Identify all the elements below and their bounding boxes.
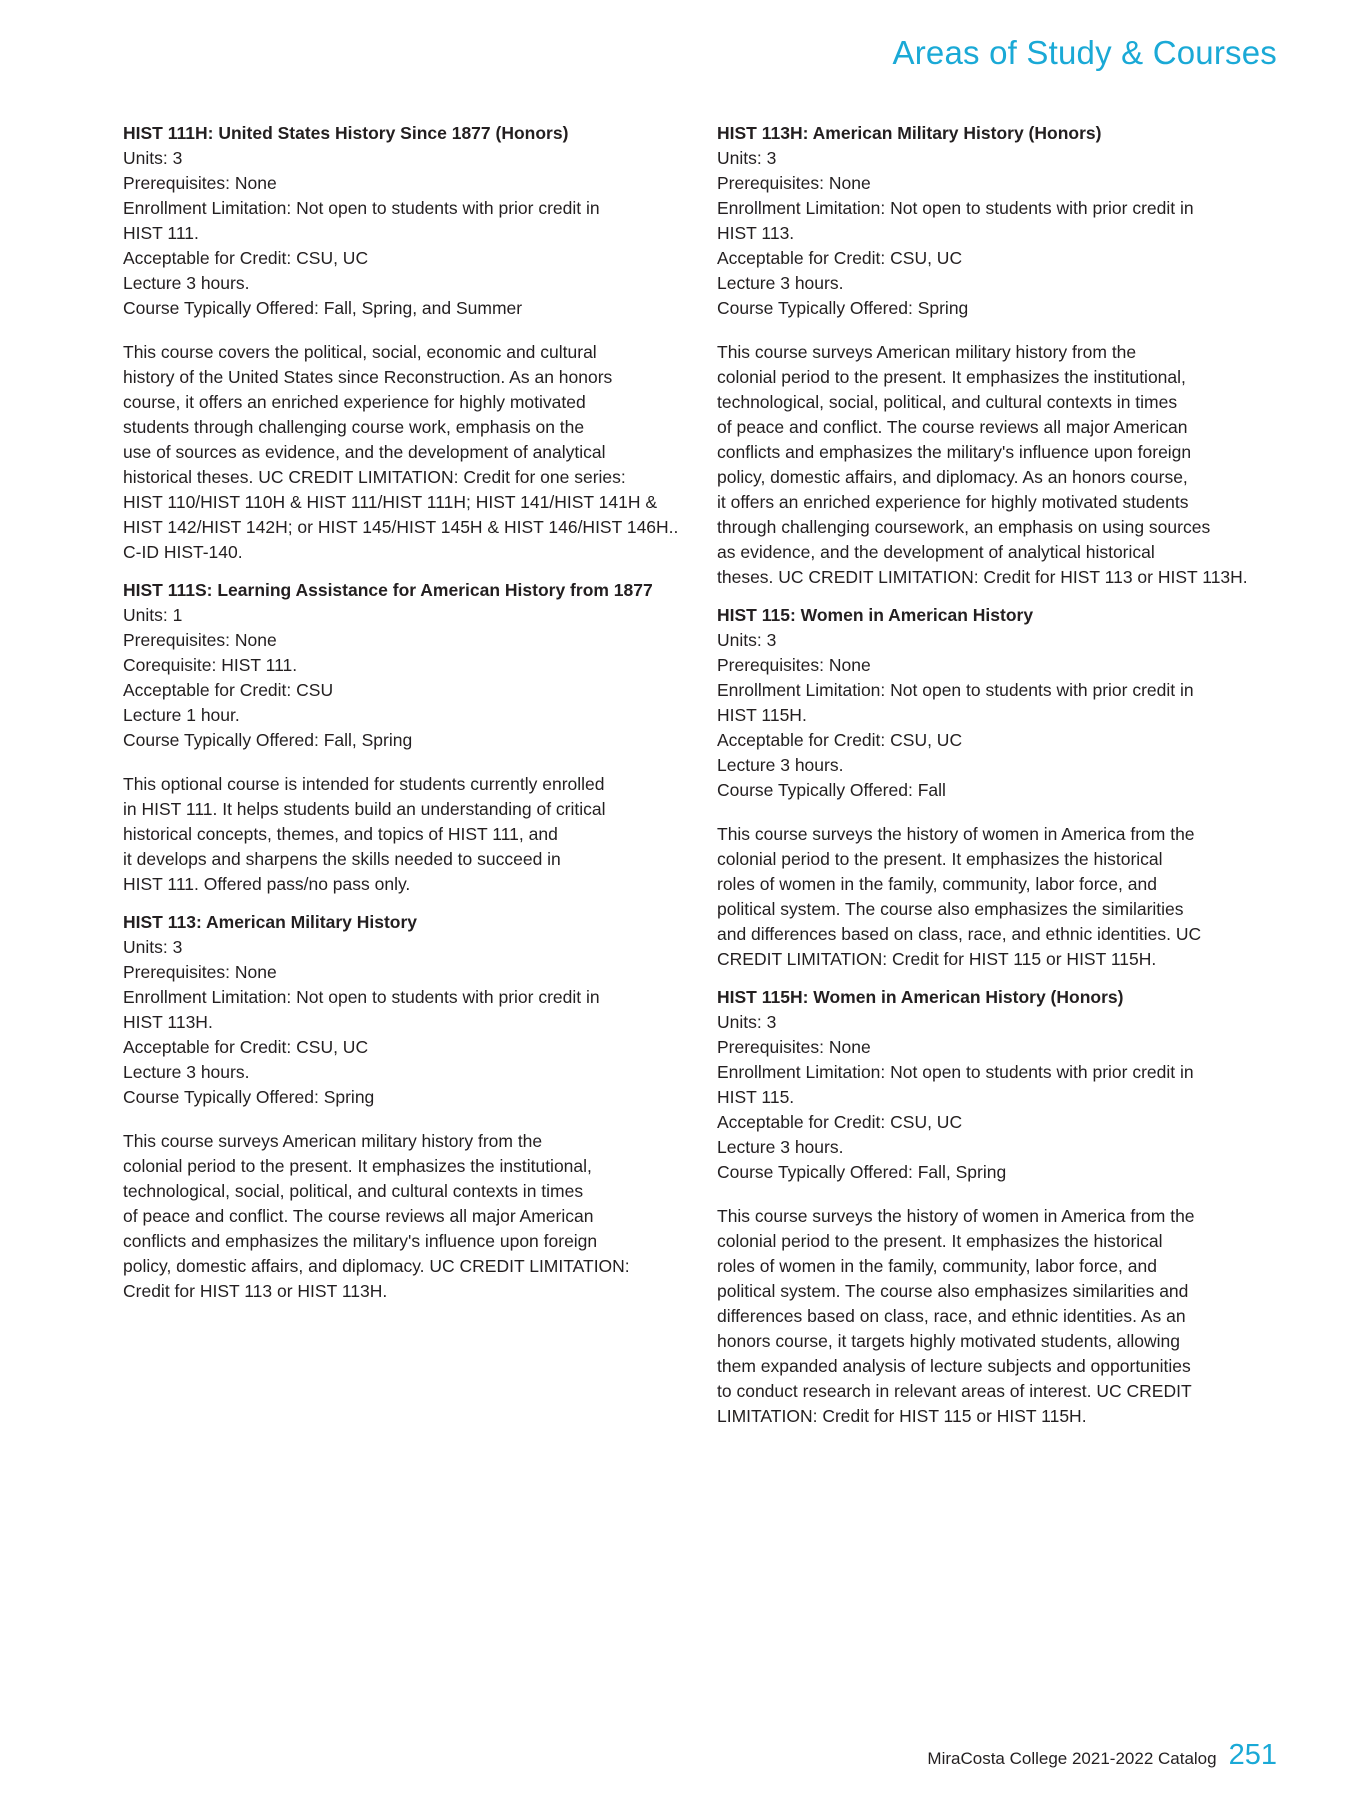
course-meta-line: Course Typically Offered: Fall xyxy=(717,780,946,800)
course-meta-line: Units: 3 xyxy=(717,148,777,168)
course-description xyxy=(717,340,1272,590)
course-meta-line: Units: 3 xyxy=(717,1012,777,1032)
course-title: HIST 115H: Women in American History (Honors) xyxy=(717,987,1124,1007)
course-entry xyxy=(717,121,1272,590)
course-description xyxy=(123,772,678,897)
course-meta-line: Course Typically Offered: Spring xyxy=(717,298,969,318)
course-description-line: as evidence, and the development of analytical historical xyxy=(717,542,1155,562)
course-meta-line: Enrollment Limitation: Not open to students with prior credit in xyxy=(717,1062,1194,1082)
course-meta-line: Enrollment Limitation: Not open to students with prior credit in xyxy=(717,198,1194,218)
course-description-line: policy, domestic affairs, and diplomacy. UC CREDIT LIMITATION: xyxy=(123,1256,630,1276)
course-meta-line: HIST 113H. xyxy=(123,1012,213,1032)
course-meta-line: HIST 113. xyxy=(717,223,795,243)
course-meta-line: Acceptable for Credit: CSU, UC xyxy=(123,1037,369,1057)
course-meta-line: Lecture 1 hour. xyxy=(123,705,240,725)
course-meta-line: Units: 1 xyxy=(123,605,183,625)
course-description-line: HIST 142/HIST 142H; or HIST 145/HIST 145H & HIST 146/HIST 146H.. xyxy=(123,517,679,537)
course-description xyxy=(717,822,1272,972)
course-meta-line: Enrollment Limitation: Not open to students with prior credit in xyxy=(123,987,600,1007)
course-meta-line: Enrollment Limitation: Not open to students with prior credit in xyxy=(123,198,600,218)
course-description-line: This course surveys American military history from the xyxy=(717,342,1137,362)
course-description-line: students through challenging course work, emphasis on the xyxy=(123,417,585,437)
course-description-line: in HIST 111. It helps students build an understanding of critical xyxy=(123,799,606,819)
course-title: HIST 115: Women in American History xyxy=(717,605,1034,625)
course-meta-line: Course Typically Offered: Fall, Spring xyxy=(717,1162,1007,1182)
course-meta-line: HIST 111. xyxy=(123,223,199,243)
course-entry xyxy=(123,910,678,1304)
course-entry xyxy=(123,578,678,897)
course-title: HIST 111S: Learning Assistance for American History from 1877 xyxy=(123,580,653,600)
course-description-line: technological, social, political, and cultural contexts in times xyxy=(717,392,1178,412)
course-description-line: political system. The course also emphasizes the similarities xyxy=(717,899,1184,919)
course-description-line: HIST 110/HIST 110H & HIST 111/HIST 111H; HIST 141/HIST 141H & xyxy=(123,492,657,512)
course-description-line: colonial period to the present. It emphasizes the institutional, xyxy=(717,367,1186,387)
course-meta-line: Acceptable for Credit: CSU, UC xyxy=(717,248,963,268)
course-entry xyxy=(717,985,1272,1429)
course-description-line: LIMITATION: Credit for HIST 115 or HIST 115H. xyxy=(717,1406,1087,1426)
course-description-line: course, it offers an enriched experience for highly motivated xyxy=(123,392,586,412)
course-description-line: theses. UC CREDIT LIMITATION: Credit for HIST 113 or HIST 113H. xyxy=(717,567,1248,587)
course-description-line: colonial period to the present. It emphasizes the historical xyxy=(717,1231,1163,1251)
course-description-line: historical theses. UC CREDIT LIMITATION: Credit for one series: xyxy=(123,467,626,487)
course-meta-line: Acceptable for Credit: CSU xyxy=(123,680,334,700)
page-header-title: Areas of Study & Courses xyxy=(892,34,1277,71)
course-description-line: This course surveys the history of women in America from the xyxy=(717,824,1195,844)
course-description xyxy=(123,340,678,565)
course-description xyxy=(717,1204,1272,1429)
course-entry xyxy=(123,121,678,565)
course-meta-line: Lecture 3 hours. xyxy=(717,1137,844,1157)
course-meta-line: Prerequisites: None xyxy=(717,1037,871,1057)
course-description-line: colonial period to the present. It emphasizes the institutional, xyxy=(123,1156,592,1176)
course-meta-line: Prerequisites: None xyxy=(717,655,871,675)
course-meta-line: Units: 3 xyxy=(123,148,183,168)
course-meta-line: Course Typically Offered: Spring xyxy=(123,1087,375,1107)
course-title: HIST 111H: United States History Since 1877 (Honors) xyxy=(123,123,569,143)
course-description-line: colonial period to the present. It emphasizes the historical xyxy=(717,849,1163,869)
course-meta-line: HIST 115H. xyxy=(717,705,807,725)
right-column xyxy=(717,121,1272,1429)
course-meta-line: Course Typically Offered: Fall, Spring, and Summer xyxy=(123,298,523,318)
footer-catalog-label: MiraCosta College 2021-2022 Catalog xyxy=(927,1749,1217,1768)
course-description-line: to conduct research in relevant areas of interest. UC CREDIT xyxy=(717,1381,1192,1401)
course-meta-line: Acceptable for Credit: CSU, UC xyxy=(717,1112,963,1132)
course-description xyxy=(123,1129,678,1304)
course-title: HIST 113: American Military History xyxy=(123,912,418,932)
course-description-line: through challenging coursework, an emphasis on using sources xyxy=(717,517,1211,537)
course-meta-line: Lecture 3 hours. xyxy=(717,273,844,293)
page-number: 251 xyxy=(1228,1739,1277,1771)
course-meta-line: Lecture 3 hours. xyxy=(123,273,250,293)
course-description-line: and differences based on class, race, and ethnic identities. UC xyxy=(717,924,1202,944)
course-description-line: differences based on class, race, and ethnic identities. As an xyxy=(717,1306,1186,1326)
course-description-line: technological, social, political, and cultural contexts in times xyxy=(123,1181,584,1201)
course-description-line: HIST 111. Offered pass/no pass only. xyxy=(123,874,411,894)
course-meta-line: Units: 3 xyxy=(123,937,183,957)
course-description-line: use of sources as evidence, and the development of analytical xyxy=(123,442,606,462)
course-description-line: conflicts and emphasizes the military's influence upon foreign xyxy=(717,442,1192,462)
course-meta-line: HIST 115. xyxy=(717,1087,795,1107)
course-description-line: This course surveys American military history from the xyxy=(123,1131,543,1151)
course-description-line: historical concepts, themes, and topics of HIST 111, and xyxy=(123,824,558,844)
course-description-line: conflicts and emphasizes the military's influence upon foreign xyxy=(123,1231,598,1251)
course-meta-line: Units: 3 xyxy=(717,630,777,650)
course-description-line: C-ID HIST-140. xyxy=(123,542,243,562)
course-meta-line: Acceptable for Credit: CSU, UC xyxy=(717,730,963,750)
course-description-line: of peace and conflict. The course reviews all major American xyxy=(717,417,1188,437)
course-meta-line: Course Typically Offered: Fall, Spring xyxy=(123,730,413,750)
course-meta-line: Lecture 3 hours. xyxy=(717,755,844,775)
course-description-line: it develops and sharpens the skills needed to succeed in xyxy=(123,849,561,869)
course-description-line: history of the United States since Reconstruction. As an honors xyxy=(123,367,613,387)
course-description-line: CREDIT LIMITATION: Credit for HIST 115 or HIST 115H. xyxy=(717,949,1157,969)
course-description-line: them expanded analysis of lecture subjects and opportunities xyxy=(717,1356,1191,1376)
course-meta-line: Prerequisites: None xyxy=(123,630,277,650)
course-description-line: of peace and conflict. The course reviews all major American xyxy=(123,1206,594,1226)
course-meta-line: Prerequisites: None xyxy=(123,962,277,982)
course-description-line: it offers an enriched experience for highly motivated students xyxy=(717,492,1189,512)
course-description-line: roles of women in the family, community, labor force, and xyxy=(717,1256,1157,1276)
course-description-line: honors course, it targets highly motivated students, allowing xyxy=(717,1331,1181,1351)
course-meta-line: Lecture 3 hours. xyxy=(123,1062,250,1082)
course-description-line: This optional course is intended for students currently enrolled xyxy=(123,774,605,794)
course-description-line: roles of women in the family, community, labor force, and xyxy=(717,874,1157,894)
course-meta-line: Corequisite: HIST 111. xyxy=(123,655,298,675)
page-footer xyxy=(927,1739,1277,1772)
course-meta-line: Prerequisites: None xyxy=(123,173,277,193)
course-meta-line: Acceptable for Credit: CSU, UC xyxy=(123,248,369,268)
course-title: HIST 113H: American Military History (Honors) xyxy=(717,123,1102,143)
left-column xyxy=(123,121,678,1304)
course-description-line: Credit for HIST 113 or HIST 113H. xyxy=(123,1281,388,1301)
course-description-line: political system. The course also emphasizes similarities and xyxy=(717,1281,1189,1301)
course-description-line: policy, domestic affairs, and diplomacy. As an honors course, xyxy=(717,467,1188,487)
course-description-line: This course covers the political, social, economic and cultural xyxy=(123,342,597,362)
course-entry xyxy=(717,603,1272,972)
course-description-line: This course surveys the history of women in America from the xyxy=(717,1206,1195,1226)
course-meta-line: Enrollment Limitation: Not open to students with prior credit in xyxy=(717,680,1194,700)
course-meta-line: Prerequisites: None xyxy=(717,173,871,193)
